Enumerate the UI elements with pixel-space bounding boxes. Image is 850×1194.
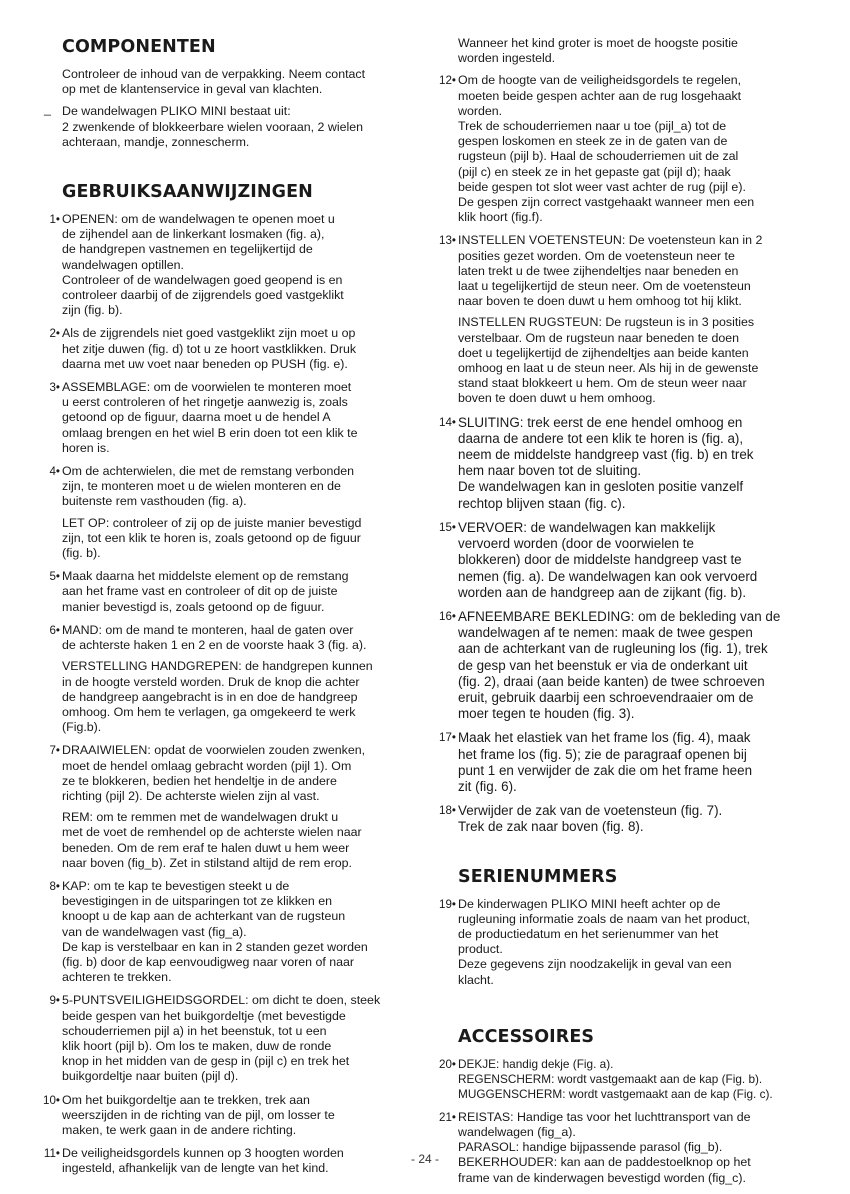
instruction-item xyxy=(440,520,812,601)
instructions-list-continued xyxy=(440,73,812,835)
item-text: KAP: om te kap te bevestigen steekt u de bevestigingen in de uitsparingen tot ze klikken en knoopt u de kap aan de achterkant van de rugsteun van de wandelwagen vast (fig_a). De kap is verstelbaar en kan in 2 standen gezet worden (fig. b) door de kap eenvoudigweg naar voren of naar achteren te trekken. xyxy=(62,878,368,985)
item-text: REISTAS: Handige tas voor het luchttransport van de wandelwagen (fig_a). PARASOL: handige bijpassende parasol (fig_b). BEKERHOUDER: kan aan de paddestoelknop op het frame van de kinderwagen bevestigd worden (fig_c). xyxy=(458,1109,751,1185)
componenten-bullet xyxy=(44,104,410,150)
item-number: 15• xyxy=(439,520,456,534)
item-number: 7• xyxy=(49,744,60,758)
item-text: Verwijder de zak van de voetensteun (fig. 7). Trek de zak naar boven (fig. 8). xyxy=(458,803,723,835)
item-number: 2• xyxy=(49,327,60,341)
item-number: 12• xyxy=(439,74,456,88)
accessoires-list xyxy=(440,1057,812,1186)
continuation-text: Wanneer het kind groter is moet de hoogste positie worden ingesteld. xyxy=(458,36,738,66)
item-text: ASSEMBLAGE: om de voorwielen te monteren moet u eerst controleren of het ringetje aanwezig is, zoals getoond op de figuur, daarna moet u de hendel A omlaag brengen en het wiel B erin doen tot een klik te horen is. xyxy=(62,380,358,455)
item-number: 11• xyxy=(43,1147,60,1161)
instruction-item xyxy=(44,743,410,871)
instruction-item xyxy=(440,1110,812,1186)
item-text: OPENEN: om de wandelwagen te openen moet u de zijhendel aan de linkerkant losmaken (fig. a), de handgrepen vastnemen en tegelijkertijd de wandelwagen optillen. Controleer of de wandelwagen goed geopend is en controleer daarbij of de zijgrendels goed vastgeklikt zijn (fig. b). xyxy=(62,212,344,318)
item-number: 14• xyxy=(439,415,456,429)
item-text: 5-PUNTSVEILIGHEIDSGORDEL: om dicht te doen, steek beide gespen van het buikgordeltje (met bevestigde schouderriemen pijl a) in het beenstuk, tot u een klik hoort (pijl b). Om los te maken, duw de ronde knop in het midden van de gesp in (pijl c) en trek het buikgordeltje naar buiten (pijl d). xyxy=(62,993,381,1084)
left-column xyxy=(44,36,410,1185)
item-subparagraph: REM: om te remmen met de wandelwagen drukt u met de voet de remhendel op de achterste wielen naar beneden. Om de rem eraf te halen duwt u hem weer naar boven (fig_b). Zet in stilstand altijd de rem erop. xyxy=(62,810,362,870)
serienummers-heading: SERIENUMMERS xyxy=(458,866,618,887)
item-number: 1• xyxy=(49,213,60,227)
instruction-item xyxy=(440,73,812,225)
gebruiksaanwijzingen-heading: GEBRUIKSAANWIJZINGEN xyxy=(62,182,313,203)
componenten-intro: Controleer de inhoud van de verpakking. Neem contact op met de klantenservice in geval van klachten. xyxy=(62,67,366,97)
componenten-bullet-text: De wandelwagen PLIKO MINI bestaat uit: 2 zwenkende of blokkeerbare wielen vooraan, 2 wielen achteraan, mandje, zonnescherm. xyxy=(62,104,364,149)
item-text: Maak daarna het middelste element op de remstang aan het frame vast en controleer of dit op de juiste manier bevestigd is, zoals getoond op de figuur. xyxy=(62,569,349,614)
instruction-item xyxy=(44,212,410,318)
item-text: DEKJE: handig dekje (Fig. a). REGENSCHERM: wordt vastgemaakt aan de kap (Fig. b). MUGGENSCHERM: wordt vastgemaakt aan de kap (Fig. c). xyxy=(458,1056,773,1101)
item-text: De kinderwagen PLIKO MINI heeft achter op de rugleuning informatie zoals de naam van het product, de productiedatum en het serienummer van het product. Deze gegevens zijn noodzakelijk in geval van een klacht. xyxy=(458,896,751,987)
item-text: VERVOER: de wandelwagen kan makkelijk vervoerd worden (door de voorwielen te blokkeren) door de middelste handgreep vast te nemen (fig. a). De wandelwagen kan ook vervoerd worden aan de handgreep aan de zijkant (fig. b). xyxy=(458,519,758,600)
item-number: 18• xyxy=(439,804,456,818)
item-number: 6• xyxy=(49,623,60,637)
instruction-item xyxy=(440,730,812,795)
item-text: De veiligheidsgordels kunnen op 3 hoogten worden ingesteld, afhankelijk van de lengte van het kind. xyxy=(62,1146,344,1176)
right-column xyxy=(440,36,812,1194)
item-text: Om de achterwielen, die met de remstang verbonden zijn, te monteren moet u de wielen monteren en de buitenste rem vasthouden (fig. a). xyxy=(62,464,355,509)
instruction-item xyxy=(44,464,410,561)
item-subparagraph: INSTELLEN RUGSTEUN: De rugsteun is in 3 posities verstelbaar. Om de rugsteun naar beneden te doen doet u tegelijkertijd de zijhendeltjes aan beide kanten omhoog en laat u de steun neer. Als hij in de gewenste stand staat blokkeert u hem. Om de steun weer naar boven te doen duwt u hem omhoog. xyxy=(458,315,759,406)
page-number: - 24 - xyxy=(410,1152,439,1166)
item-text: SLUITING: trek eerst de ene hendel omhoog en daarna de andere tot een klik te horen is (fig. a), neem de middelste handgreep vast (fig. b) en trek hem naar boven tot de sluiting. De wandelwagen kan in gesloten positie vanzelf rechtop blijven staan (fig. c). xyxy=(458,414,754,511)
instruction-item xyxy=(44,1093,410,1139)
item-text: MAND: om de mand te monteren, haal de gaten over de achterste haken 1 en 2 en de voorste haak 3 (fig. a). xyxy=(62,622,367,653)
instruction-item xyxy=(440,609,812,722)
item-number: 9• xyxy=(49,994,60,1008)
item-number: 4• xyxy=(49,465,60,479)
item-text: Als de zijgrendels niet goed vastgeklikt zijn moet u op het zitje duwen (fig. d) tot u ze hoort vastklikken. Druk daarna met uw voet naar beneden op PUSH (fig. e). xyxy=(62,326,357,371)
instruction-item xyxy=(44,623,410,735)
instruction-item xyxy=(440,233,812,406)
item-number: 17• xyxy=(439,731,456,745)
instruction-item xyxy=(440,897,812,988)
instruction-item xyxy=(440,803,812,835)
item-text: INSTELLEN VOETENSTEUN: De voetensteun kan in 2 posities gezet worden. Om de voetensteun neer te laten trekt u de twee zijhendeltjes naar beneden en laat u tegelijkertijd de steun neer. Om de voetensteun naar boven te doen duwt u hem omhoog tot hij klikt. xyxy=(458,233,763,309)
instruction-item xyxy=(44,993,410,1084)
item-number: 8• xyxy=(49,879,60,893)
item-number: 13• xyxy=(439,234,456,248)
item-text: AFNEEMBARE BEKLEDING: om de bekleding van de wandelwagen af te nemen: maak de twee gespen aan de achterkant van de rugleuning los (fig. 1), trek de gesp van het beenstuk er via de onderkant uit (fig. 2), draai (aan beide kanten) de twee schroeven eruit, gebruik daarbij een schroevendraaier om de moer tegen te houden (fig. 3). xyxy=(458,608,781,722)
bullet-marker: _ xyxy=(44,102,51,117)
item-number: 10• xyxy=(43,1093,60,1107)
item-number: 19• xyxy=(439,897,456,911)
item-number: 3• xyxy=(49,381,60,395)
instruction-item xyxy=(440,415,812,512)
serienummers-list xyxy=(440,897,812,988)
accessoires-heading: ACCESSOIRES xyxy=(458,1026,595,1047)
instruction-item xyxy=(44,380,410,456)
item-text: DRAAIWIELEN: opdat de voorwielen zouden zwenken, moet de hendel omlaag gebracht worden (pijl 1). Om ze te blokkeren, bedien het hendeltje in de andere richting (pijl 2). De achterste wielen zijn al vast. xyxy=(62,743,366,803)
item-number: 20• xyxy=(439,1057,456,1071)
item-text: Om de hoogte van de veiligheidsgordels te regelen, moeten beide gespen achter aan de rug losgehaakt worden. Trek de schouderriemen naar u toe (pijl_a) tot de gespen loskomen en steek ze in de gaten van de rugsteun (pijl b). Haal de schouderriemen uit de zal (pijl c) en steek ze in het gepaste gat (pijl d); haak beide gespen tot slot weer vast achter de rug (pijl e). De gespen zijn correct vastgehaakt wanneer men een klik hoort (fig.f). xyxy=(458,73,755,225)
item-subparagraph: VERSTELLING HANDGREPEN: de handgrepen kunnen in de hoogte versteld worden. Druk de knop die achter de handgreep aangebracht is in en doe de handgreep omhoog. Om hem te verlagen, ga omgekeerd te werk (Fig.b). xyxy=(62,659,373,735)
instruction-item xyxy=(440,1057,812,1102)
instruction-item xyxy=(44,326,410,372)
item-number: 21• xyxy=(439,1110,456,1124)
instruction-item xyxy=(44,569,410,615)
item-subparagraph: LET OP: controleer of zij op de juiste manier bevestigd zijn, tot een klik te horen is, zoals getoond op de figuur (fig. b). xyxy=(62,515,362,561)
gebruiksaanwijzingen-list xyxy=(44,212,410,1177)
item-text: Maak het elastiek van het frame los (fig. 4), maak het frame los (fig. 5); zie de paragraaf openen bij punt 1 en verwijder de zak die om het frame heen zit (fig. 6). xyxy=(458,730,753,794)
item-text: Om het buikgordeltje aan te trekken, trek aan weerszijden in de richting van de pijl, om losser te maken, te werk gaan in de andere richting. xyxy=(62,1092,335,1137)
instruction-item xyxy=(44,879,410,985)
item-number: 16• xyxy=(439,609,456,623)
item-number: 5• xyxy=(49,570,60,584)
componenten-heading: COMPONENTEN xyxy=(62,37,216,57)
